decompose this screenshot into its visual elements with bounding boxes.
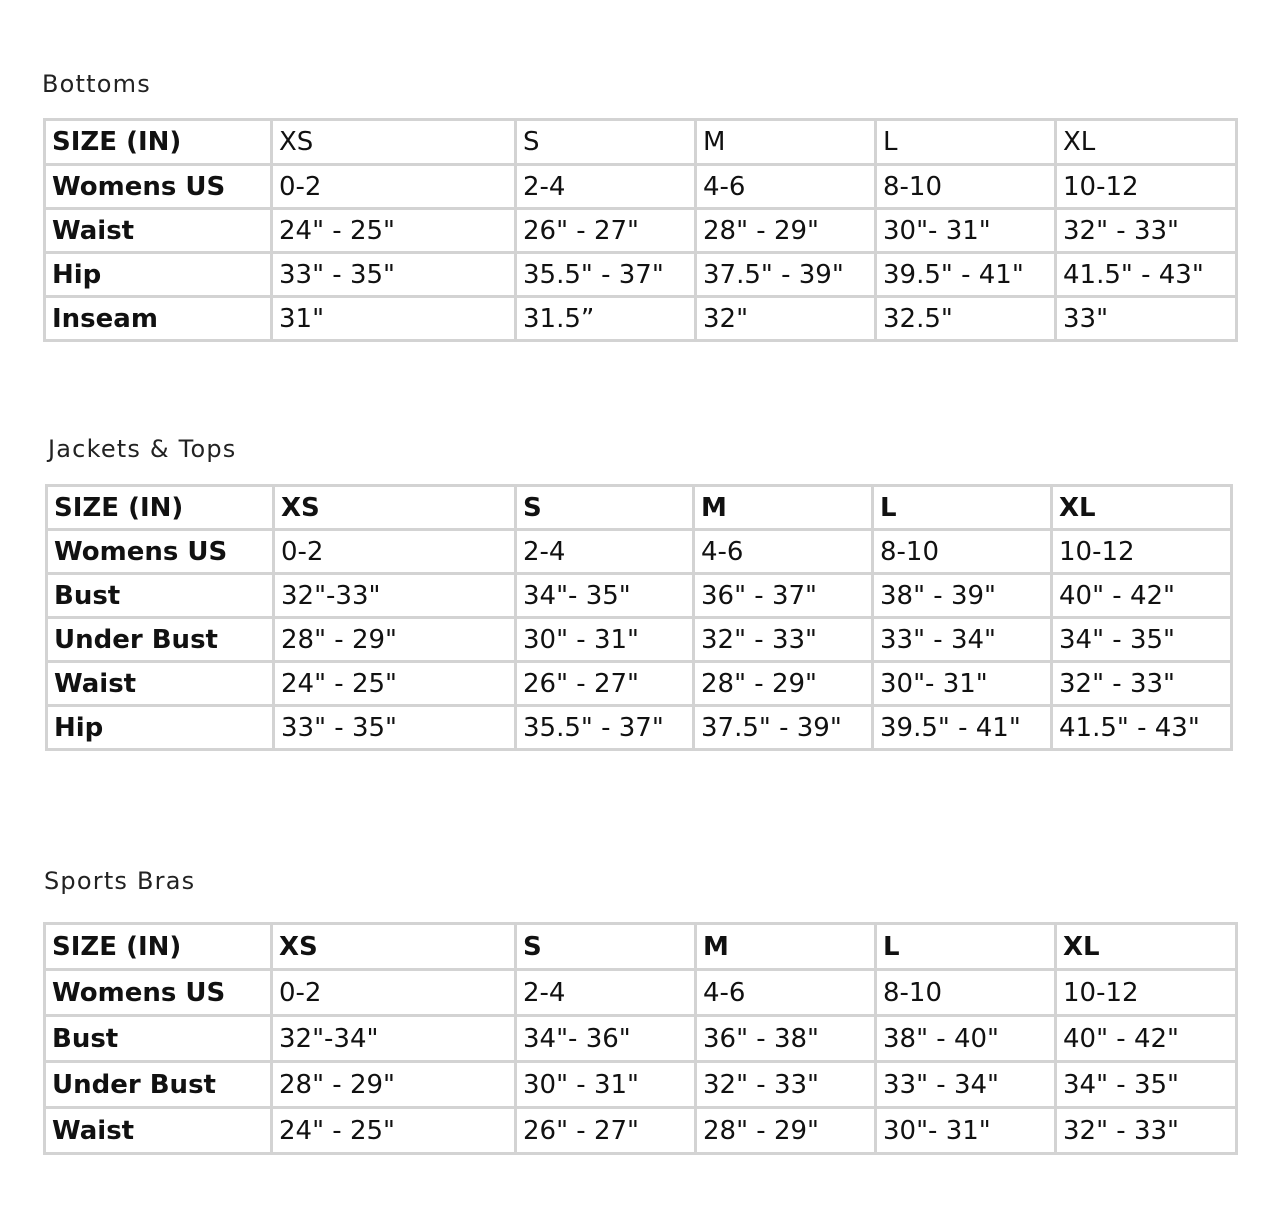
row-label: Under Bust bbox=[47, 618, 274, 662]
table-row bbox=[45, 165, 1237, 209]
table-cell: 31" bbox=[272, 297, 516, 341]
table-cell: 32" - 33" bbox=[1052, 662, 1232, 706]
row-label: Bust bbox=[45, 1016, 272, 1062]
sports-bras-size-table bbox=[43, 922, 1238, 1155]
header-cell: S bbox=[516, 486, 694, 530]
table-row bbox=[47, 574, 1232, 618]
table-cell: 38" - 39" bbox=[873, 574, 1052, 618]
table-cell: 32" bbox=[696, 297, 876, 341]
table-cell: 28" - 29" bbox=[696, 1108, 876, 1154]
row-label: Womens US bbox=[47, 530, 274, 574]
table-cell: 31.5” bbox=[516, 297, 696, 341]
table-cell: 34" - 35" bbox=[1056, 1062, 1237, 1108]
header-cell: XS bbox=[272, 924, 516, 970]
row-label: Hip bbox=[45, 253, 272, 297]
table-row bbox=[47, 530, 1232, 574]
table-cell: 0-2 bbox=[274, 530, 516, 574]
header-cell: SIZE (IN) bbox=[45, 924, 272, 970]
table-cell: 30"- 31" bbox=[876, 209, 1056, 253]
table-row bbox=[47, 618, 1232, 662]
table-cell: 10-12 bbox=[1056, 165, 1237, 209]
table-header-row bbox=[45, 924, 1237, 970]
row-label: Waist bbox=[47, 662, 274, 706]
table-cell: 36" - 38" bbox=[696, 1016, 876, 1062]
table-cell: 26" - 27" bbox=[516, 209, 696, 253]
table-row bbox=[45, 253, 1237, 297]
table-cell: 37.5" - 39" bbox=[696, 253, 876, 297]
table-cell: 24" - 25" bbox=[272, 1108, 516, 1154]
table-cell: 4-6 bbox=[694, 530, 873, 574]
table-row bbox=[47, 662, 1232, 706]
table-cell: 24" - 25" bbox=[272, 209, 516, 253]
table-cell: 30" - 31" bbox=[516, 1062, 696, 1108]
table-cell: 28" - 29" bbox=[272, 1062, 516, 1108]
table-cell: 32"-34" bbox=[272, 1016, 516, 1062]
table-cell: 26" - 27" bbox=[516, 1108, 696, 1154]
table-cell: 38" - 40" bbox=[876, 1016, 1056, 1062]
table-cell: 4-6 bbox=[696, 165, 876, 209]
row-label: Womens US bbox=[45, 165, 272, 209]
row-label: Inseam bbox=[45, 297, 272, 341]
sports-bras-title: Sports Bras bbox=[44, 867, 196, 895]
header-cell: L bbox=[876, 120, 1056, 165]
header-cell: SIZE (IN) bbox=[47, 486, 274, 530]
table-cell: 0-2 bbox=[272, 970, 516, 1016]
header-cell: XL bbox=[1052, 486, 1232, 530]
table-cell: 32" - 33" bbox=[1056, 209, 1237, 253]
table-cell: 33" - 35" bbox=[274, 706, 516, 750]
table-cell: 34"- 36" bbox=[516, 1016, 696, 1062]
table-cell: 40" - 42" bbox=[1056, 1016, 1237, 1062]
table-cell: 4-6 bbox=[696, 970, 876, 1016]
header-cell: XL bbox=[1056, 120, 1237, 165]
table-cell: 40" - 42" bbox=[1052, 574, 1232, 618]
header-cell: L bbox=[873, 486, 1052, 530]
jackets-tops-size-table bbox=[45, 484, 1233, 751]
header-cell: XS bbox=[274, 486, 516, 530]
header-cell: XS bbox=[272, 120, 516, 165]
table-row bbox=[45, 1108, 1237, 1154]
header-cell: S bbox=[516, 120, 696, 165]
table-cell: 30"- 31" bbox=[873, 662, 1052, 706]
table-cell: 32.5" bbox=[876, 297, 1056, 341]
header-cell: L bbox=[876, 924, 1056, 970]
table-cell: 8-10 bbox=[876, 970, 1056, 1016]
row-label: Under Bust bbox=[45, 1062, 272, 1108]
table-cell: 10-12 bbox=[1056, 970, 1237, 1016]
header-cell: M bbox=[696, 120, 876, 165]
table-cell: 36" - 37" bbox=[694, 574, 873, 618]
table-row bbox=[45, 209, 1237, 253]
table-cell: 8-10 bbox=[876, 165, 1056, 209]
table-row bbox=[45, 1062, 1237, 1108]
header-cell: SIZE (IN) bbox=[45, 120, 272, 165]
table-cell: 34"- 35" bbox=[516, 574, 694, 618]
table-cell: 30" - 31" bbox=[516, 618, 694, 662]
table-cell: 26" - 27" bbox=[516, 662, 694, 706]
table-cell: 28" - 29" bbox=[696, 209, 876, 253]
row-label: Womens US bbox=[45, 970, 272, 1016]
table-cell: 33" - 34" bbox=[873, 618, 1052, 662]
table-cell: 8-10 bbox=[873, 530, 1052, 574]
table-cell: 32" - 33" bbox=[1056, 1108, 1237, 1154]
row-label: Bust bbox=[47, 574, 274, 618]
table-row bbox=[47, 706, 1232, 750]
table-cell: 2-4 bbox=[516, 165, 696, 209]
table-header-row bbox=[47, 486, 1232, 530]
table-row bbox=[45, 297, 1237, 341]
header-cell: M bbox=[694, 486, 873, 530]
table-cell: 32"-33" bbox=[274, 574, 516, 618]
table-cell: 32" - 33" bbox=[696, 1062, 876, 1108]
table-cell: 39.5" - 41" bbox=[873, 706, 1052, 750]
header-cell: M bbox=[696, 924, 876, 970]
header-cell: XL bbox=[1056, 924, 1237, 970]
row-label: Waist bbox=[45, 209, 272, 253]
bottoms-size-table bbox=[43, 118, 1238, 342]
table-cell: 2-4 bbox=[516, 530, 694, 574]
table-cell: 33" - 34" bbox=[876, 1062, 1056, 1108]
table-cell: 33" - 35" bbox=[272, 253, 516, 297]
header-cell: S bbox=[516, 924, 696, 970]
table-header-row bbox=[45, 120, 1237, 165]
table-cell: 41.5" - 43" bbox=[1052, 706, 1232, 750]
table-cell: 35.5" - 37" bbox=[516, 706, 694, 750]
table-cell: 34" - 35" bbox=[1052, 618, 1232, 662]
table-row bbox=[45, 970, 1237, 1016]
table-cell: 30"- 31" bbox=[876, 1108, 1056, 1154]
table-cell: 32" - 33" bbox=[694, 618, 873, 662]
table-cell: 28" - 29" bbox=[694, 662, 873, 706]
table-cell: 24" - 25" bbox=[274, 662, 516, 706]
table-cell: 39.5" - 41" bbox=[876, 253, 1056, 297]
table-cell: 33" bbox=[1056, 297, 1237, 341]
table-cell: 28" - 29" bbox=[274, 618, 516, 662]
jackets-tops-title: Jackets & Tops bbox=[48, 435, 237, 463]
table-cell: 35.5" - 37" bbox=[516, 253, 696, 297]
table-cell: 10-12 bbox=[1052, 530, 1232, 574]
table-cell: 2-4 bbox=[516, 970, 696, 1016]
bottoms-title: Bottoms bbox=[42, 70, 151, 98]
table-cell: 37.5" - 39" bbox=[694, 706, 873, 750]
row-label: Waist bbox=[45, 1108, 272, 1154]
table-row bbox=[45, 1016, 1237, 1062]
row-label: Hip bbox=[47, 706, 274, 750]
table-cell: 0-2 bbox=[272, 165, 516, 209]
table-cell: 41.5" - 43" bbox=[1056, 253, 1237, 297]
